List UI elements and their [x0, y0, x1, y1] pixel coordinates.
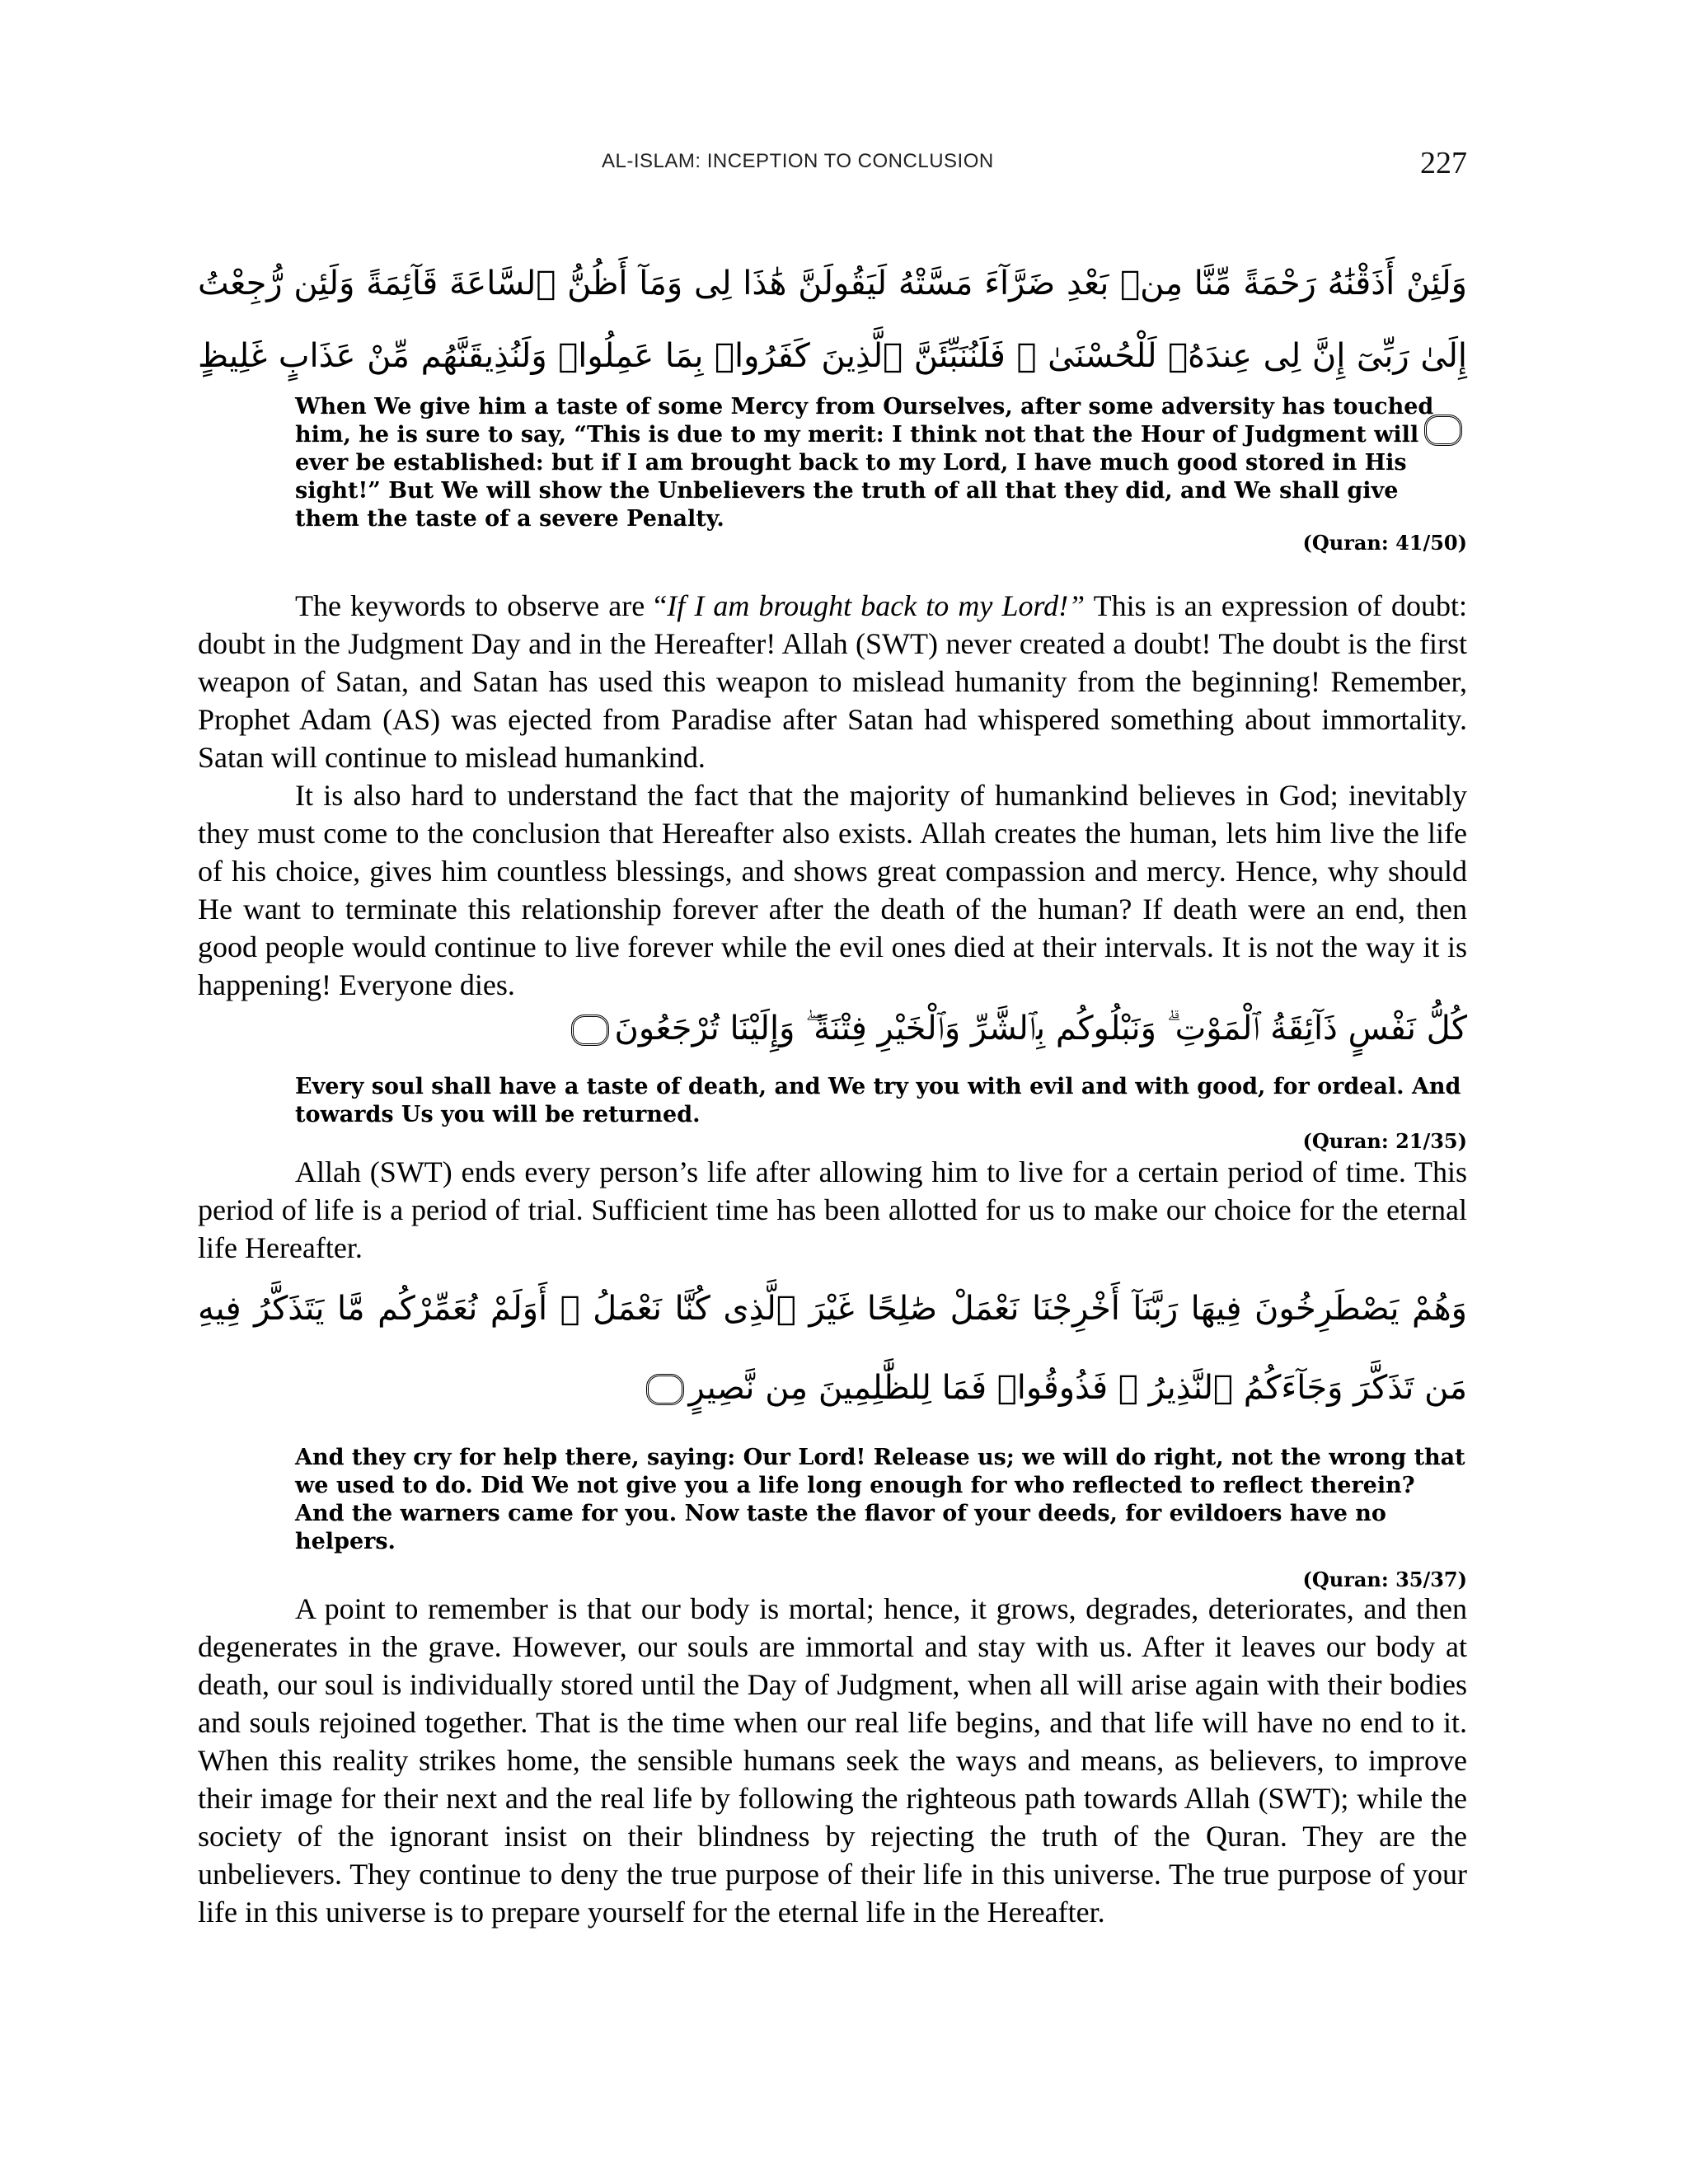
body-paragraph: A point to remember is that our body is mortal; hence, it grows, degrades, deteriorates, and then degenerates in the grave. However, our souls are immortal and stay with us. After it leaves our body at death, our soul is individually stored until the Day of Judgment, when all will arise again with their bodies and souls rejoined together. That is the time when our real life begins, and that life will have no end to it. When this reality strikes home, the sensible humans seek the ways and means, as believers, to improve their image for their next and the real life by following the righteous path towards Allah (SWT); while the society of the ignorant insist on their blindness by rejecting the truth of the Quran. They are the unbelievers. They continue to deny the true purpose of their life in this universe. The true purpose of your life in this universe is to prepare yourself for the eternal life in the Hereafter.: [198, 1592, 1467, 1929]
arabic-verse-text: وَهُمْ يَصْطَرِخُونَ فِيهَا رَبَّنَآ أَخْرِجْنَا نَعْمَلْ صَٰلِحًا غَيْرَ ٱلَّذِى كُنَّا نَعْمَلُ ۚ أَوَلَمْ نُعَمِّرْكُم مَّا يَتَذَكَّرُ فِيهِ مَن تَذَكَّرَ وَجَآءَكُمُ ٱلنَّذِيرُ ۖ فَذُوقُوا۟ فَمَا لِلظَّٰلِمِينَ مِن نَّصِيرٍ: [198, 1290, 1467, 1407]
ayah-end-marker-icon: [571, 1015, 609, 1046]
verse-translation: And they cry for help there, saying: Our Lord! Release us; we will do right, not the wrong that we used to do. Did We not give you a life long enough for who reflected to reflect therein? And the warners came for you. Now taste the flavor of your deeds, for evildoers have no helpers.: [295, 1445, 1465, 1554]
arabic-verse-21-35: [198, 997, 1467, 1060]
verse-reference: (Quran: 41/50): [1302, 531, 1467, 555]
body-paragraph: The keywords to observe are “If I am brought back to my Lord!” This is an expression of doubt: doubt in the Judgment Day and in the Hereafter! Allah (SWT) never created a doubt! The doubt is the first weapon of Satan, and Satan has used this weapon to mislead humanity from the beginning! Remember, Prophet Adam (AS) was ejected from Paradise after Satan had whispered something about immortality. Satan will continue to mislead humankind.: [198, 589, 1467, 774]
running-header: [198, 145, 1467, 194]
arabic-verse-text: كُلُّ نَفْسٍ ذَآئِقَةُ ٱلْمَوْتِ ۗ وَنَبْلُوكُم بِٱلشَّرِّ وَٱلْخَيْرِ فِتْنَةً ۖ وَإِلَيْنَا تُرْجَعُونَ: [614, 1010, 1467, 1047]
body-paragraph: Allah (SWT) ends every person’s life after allowing him to live for a certain period of time. This period of life is a period of trial. Sufficient time has been allotted for us to make our choice for the eternal life Hereafter.: [198, 1155, 1467, 1264]
book-title: AL-ISLAM: INCEPTION TO CONCLUSION: [602, 150, 994, 172]
verse-reference: (Quran: 35/37): [1302, 1568, 1467, 1591]
arabic-verse-text: وَلَئِنْ أَذَقْنَٰهُ رَحْمَةً مِّنَّا مِنۢ بَعْدِ ضَرَّآءَ مَسَّتْهُ لَيَقُولَنَّ هَٰذَا لِى وَمَآ أَظُنُّ ٱلسَّاعَةَ قَآئِمَةً وَلَئِن رُّجِعْتُ إِلَىٰ رَبِّىٓ إِنَّ لِى عِندَهُۥ لَلْحُسْنَىٰ ۚ فَلَنُنَبِّئَنَّ ٱلَّذِينَ كَفَرُوا۟ بِمَا عَمِلُوا۟ وَلَنُذِيقَنَّهُم مِّنْ عَذَابٍ غَلِيظٍ: [198, 265, 1467, 375]
emphasized-quote: If I am brought back to my Lord!”: [667, 589, 1085, 622]
arabic-verse-35-37: [198, 1269, 1467, 1427]
verse-reference: (Quran: 21/35): [1302, 1129, 1467, 1153]
page-number: 227: [1420, 146, 1467, 180]
verse-translation: When We give him a taste of some Mercy from Ourselves, after some adversity has touched him, he is sure to say, “This is due to my merit: I think not that the Hour of Judgment will ever be established: but if I am brought back to my Lord, I have much good stored in His sight!” But We will show the Unbelievers the truth of all that they did, and We shall give them the taste of a severe Penalty.: [295, 394, 1434, 532]
book-page: [198, 0, 1467, 2184]
verse-translation: Every soul shall have a taste of death, and We try you with evil and with good, for ordeal. And towards Us you will be returned.: [295, 1074, 1461, 1127]
ayah-end-marker-icon: [646, 1374, 684, 1405]
body-paragraph: It is also hard to understand the fact that the majority of humankind believes in God; inevitably they must come to the conclusion that Hereafter also exists. Allah creates the human, lets him live the life of his choice, gives him countless blessings, and shows great compassion and mercy. Hence, why should He want to terminate this relationship forever after the death of the human? If death were an end, then good people would continue to live forever while the evil ones died at their intervals. It is not the way it is happening! Everyone dies.: [198, 779, 1467, 1001]
